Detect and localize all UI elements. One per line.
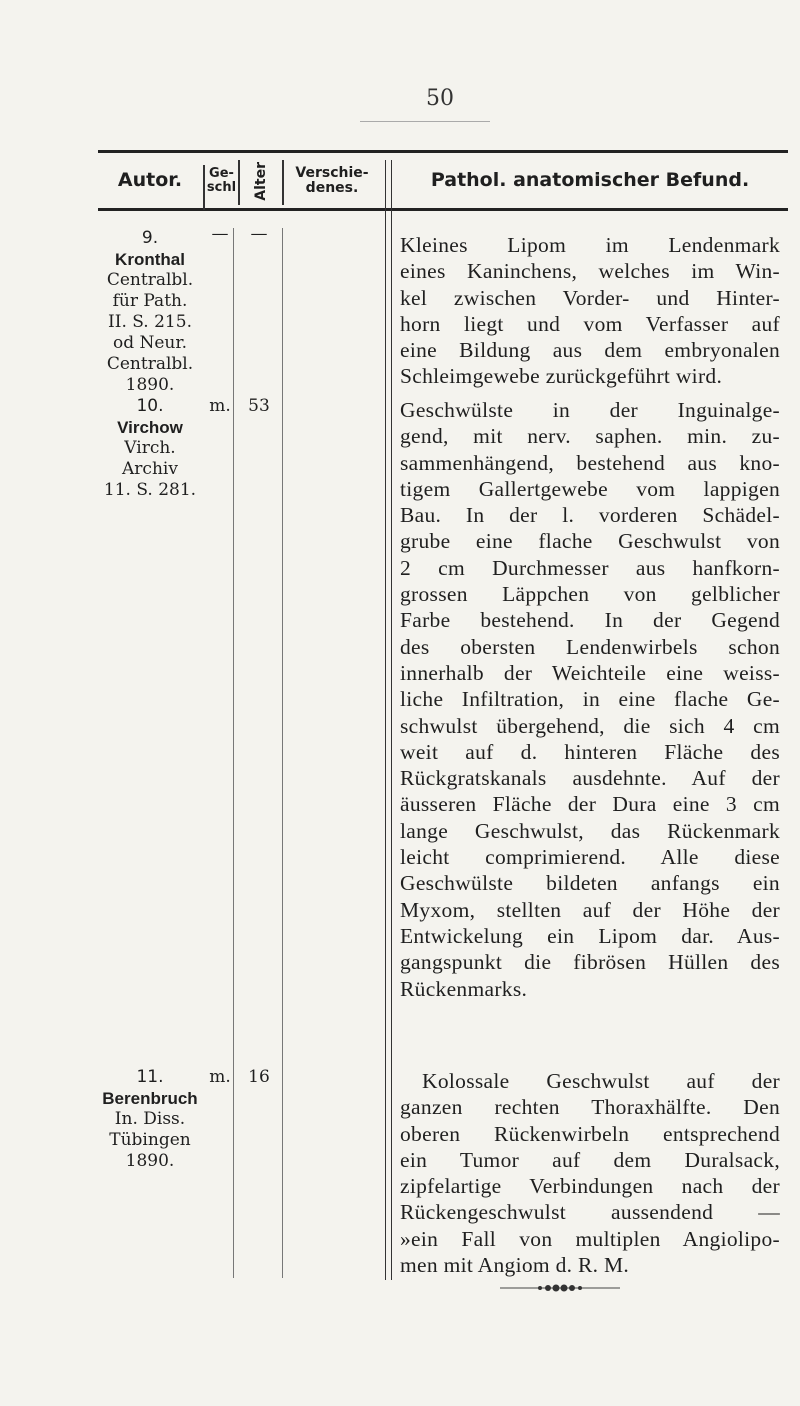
sex-value: m. [209, 1067, 231, 1087]
finding-line: zipfelartige Verbindungen nach der [400, 1174, 780, 1199]
finding-line: liche Infiltration, in eine flache Ge- [400, 687, 780, 712]
author-name: Kronthal [115, 250, 185, 269]
finding-line: eine Bildung aus dem embryonalen [400, 338, 780, 363]
finding-line: eines Kaninchens, welches im Win- [400, 259, 780, 284]
finding-line: weit auf d. hinteren Fläche des [400, 739, 780, 764]
age-value: 53 [248, 396, 270, 416]
finding-line: innerhalb der Weichteile eine weiss- [400, 660, 780, 685]
entry-author [98, 1067, 202, 1172]
reference-line: Centralbl. [106, 270, 194, 290]
finding-line: Geschwülste in der Inguinalge- [400, 398, 780, 422]
header-autor: Autor. [117, 169, 183, 192]
finding-line: Kolossale Geschwulst auf der [422, 1069, 780, 1093]
reference-line: Archiv [122, 459, 178, 479]
ornament-icon [500, 1283, 620, 1293]
finding-line: Rückenmarks. [400, 976, 528, 1001]
sex-value: m. [209, 396, 231, 416]
finding-line: äusseren Fläche der Dura eine 3 cm [400, 792, 780, 817]
finding-line: Rückengeschwulst aussendend — [400, 1200, 780, 1225]
entry-author [98, 396, 202, 501]
finding-line: leicht comprimierend. Alle diese [400, 845, 780, 870]
column-rule [233, 228, 234, 1278]
reference-line: Virch. [124, 438, 176, 458]
finding-line: lange Geschwulst, das Rückenmark [400, 818, 780, 843]
reference-line: 11. S. 281. [103, 480, 197, 500]
finding-line: sammenhängend, bestehend aus kno- [400, 450, 780, 475]
finding-text [400, 232, 780, 390]
finding-line: schwulst übergehend, die sich 4 cm [400, 713, 780, 738]
finding-line: »ein Fall von multiplen Angiolipo- [400, 1226, 780, 1251]
age-value: — [250, 224, 268, 244]
column-rule [282, 228, 283, 1278]
finding-line: grossen Läppchen von gelblicher [400, 582, 780, 607]
header-verschiedenes: Verschie- denes. [295, 165, 369, 196]
finding-line: grube eine flache Geschwulst von [400, 529, 780, 554]
finding-line: gend, mit nerv. saphen. min. zu- [400, 424, 780, 449]
finding-line: Bau. In der l. vorderen Schädel- [400, 503, 780, 528]
finding-line: tigem Gallertgewebe vom lappigen [400, 476, 780, 501]
finding-line: men mit Angiom d. R. M. [400, 1253, 630, 1278]
finding-line: Rückgratskanals ausdehnte. Auf der [400, 766, 780, 791]
reference-line: In. Diss. [114, 1109, 186, 1129]
finding-line: Myxom, stellten auf der Höhe der [400, 897, 780, 922]
entry-number: 11. [136, 1067, 164, 1087]
finding-line: oberen Rückenwirbeln entsprechend [400, 1121, 780, 1146]
finding-line: Kleines Lipom im Lendenmark [400, 233, 780, 257]
sex-value: — [211, 224, 229, 244]
reference-line: Tübingen [109, 1130, 191, 1150]
reference-line: für Path. [112, 291, 188, 311]
finding-text [400, 397, 780, 1002]
reference-line: Centralbl. [106, 354, 194, 374]
author-name: Virchow [117, 418, 183, 437]
entry-author [98, 228, 202, 396]
reference-line: 1890. [125, 375, 175, 395]
reference-line: II. S. 215. [108, 312, 192, 332]
reference-line: 1890. [125, 1151, 175, 1171]
header-alter: Alter [252, 161, 269, 201]
entry-number: 9. [141, 228, 159, 248]
author-name: Berenbruch [102, 1089, 198, 1108]
reference-line: od Neur. [112, 333, 188, 353]
finding-text [400, 1068, 780, 1278]
finding-line: gangspunkt die fibrösen Hüllen des [400, 950, 780, 975]
entry-number: 10. [136, 396, 164, 416]
finding-line: des obersten Lendenwirbels schon [400, 634, 780, 659]
ornament-divider [400, 1283, 720, 1296]
header-geschlecht: Ge- schl [206, 166, 237, 195]
top-rule [360, 121, 490, 122]
finding-line: kel zwischen Vorder- und Hinter- [400, 285, 780, 310]
finding-line: Entwickelung ein Lipom dar. Aus- [400, 923, 780, 948]
page-number: 50 [426, 86, 454, 111]
header-top-rule [98, 150, 788, 153]
column-rule-double [385, 160, 392, 1280]
finding-line: ein Tumor auf dem Duralsack, [400, 1147, 780, 1172]
finding-line: Farbe bestehend. In der Gegend [400, 608, 780, 633]
age-value: 16 [248, 1067, 270, 1087]
finding-line: Geschwülste bildeten anfangs ein [400, 871, 780, 896]
header-bottom-rule [98, 208, 788, 211]
header-befund: Pathol. anatomischer Befund. [430, 169, 750, 192]
finding-line: Schleimgewebe zurückgeführt wird. [400, 364, 723, 389]
finding-line: 2 cm Durchmesser aus hanfkorn- [400, 555, 780, 580]
finding-line: ganzen rechten Thoraxhälfte. Den [400, 1095, 780, 1120]
finding-line: horn liegt und vom Verfasser auf [400, 311, 780, 336]
